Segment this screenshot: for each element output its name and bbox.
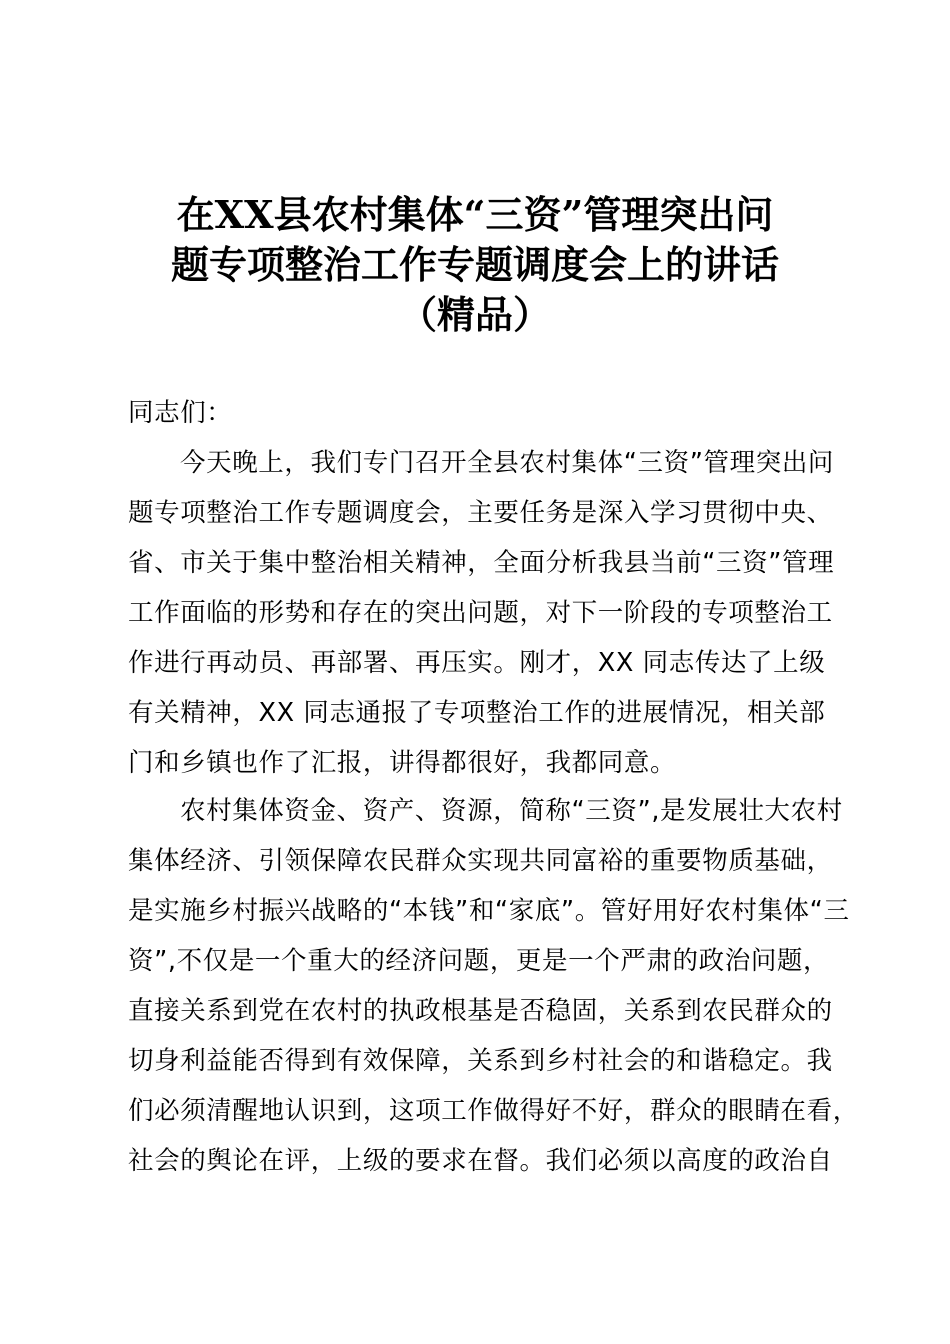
title-line-2: 题专项整治工作专题调度会上的讲话 (170, 242, 779, 287)
text-line: 门和乡镇也作了汇报，讲得都很好，我都同意。 (128, 748, 677, 778)
text-line: 社会的舆论在评，上级的要求在督。我们必须以高度的政治自 (128, 1146, 833, 1176)
text-line: 农村集体资金、资产、资源，简称“三资”,是发展壮大农村 (180, 796, 843, 826)
text-line: 是实施乡村振兴战略的“本钱”和“家底”。管好用好农村集体“三 (128, 896, 850, 926)
title-line-1: 在XX县农村集体“三资”管理突出问 (176, 192, 774, 237)
text-line: 直接关系到党在农村的执政根基是否稳固，关系到农民群众的 (128, 996, 833, 1026)
text-line: 今天晚上，我们专门召开全县农村集体“三资”管理突出问 (180, 448, 835, 478)
text-line: 们必须清醒地认识到，这项工作做得好不好，群众的眼睛在看， (128, 1096, 859, 1126)
text-line: 切身利益能否得到有效保障，关系到乡村社会的和谐稳定。我 (128, 1046, 833, 1076)
text-line: 省、市关于集中整治相关精神，全面分析我县当前“三资”管理 (128, 548, 835, 578)
text-line: 工作面临的形势和存在的突出问题，对下一阶段的专项整治工 (128, 598, 833, 628)
text-line: 题专项整治工作专题调度会，主要任务是深入学习贯彻中央、 (128, 498, 833, 528)
text-line: 作进行再动员、再部署、再压实。刚才，XX 同志传达了上级 (128, 648, 826, 678)
text-line: 集体经济、引领保障农民群众实现共同富裕的重要物质基础， (128, 846, 833, 876)
text-line: 资”,不仅是一个重大的经济问题，更是一个严肃的政治问题， (128, 946, 830, 976)
text-line: 有关精神，XX 同志通报了专项整治工作的进展情况，相关部 (128, 698, 826, 728)
salutation: 同志们： (128, 398, 233, 428)
title-line-3: （精品） (398, 292, 551, 337)
